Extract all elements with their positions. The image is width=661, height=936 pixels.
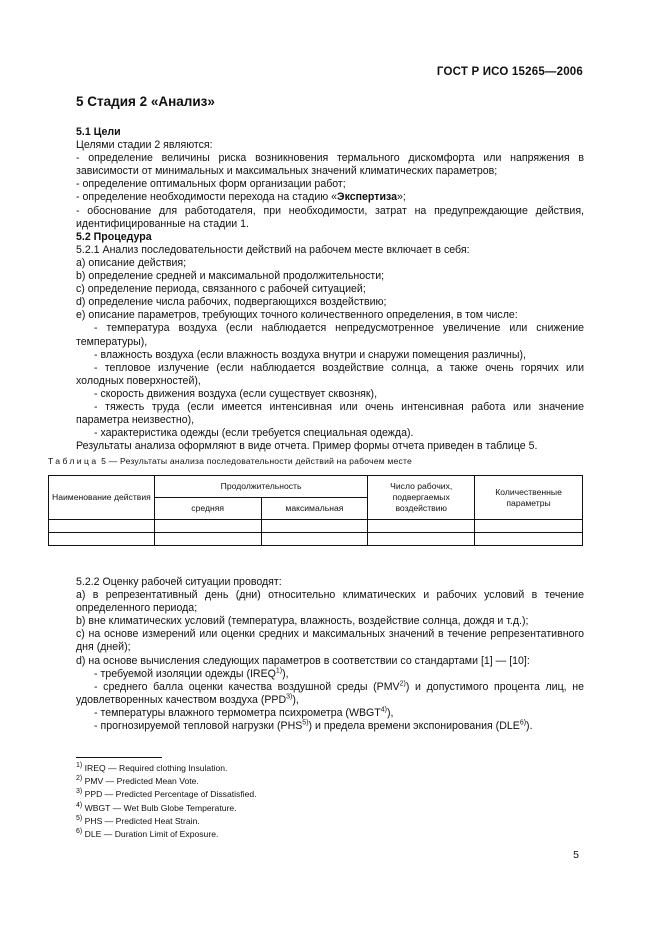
calc-item: - требуемой изоляции одежды (IREQ$^{1)}$), — [94, 667, 289, 680]
footnote-ref[interactable]: 5) — [302, 719, 309, 727]
subsection-title-5-2: 5.2 Процедура — [76, 230, 152, 243]
footnote: $^{6)}$ DLE — Duration Limit of Exposure. — [76, 828, 219, 840]
header-duration-max: максимальная — [261, 498, 368, 520]
footnote: $^{1)}$ IREQ — Required clothing Insulation. — [76, 762, 228, 773]
goal-item — [76, 191, 584, 204]
footnote-ref[interactable]: 3) — [286, 693, 293, 701]
section-title: 5 Стадия 2 «Анализ» — [76, 94, 215, 109]
paragraph-5-2-2: 5.2.2 Оценку рабочей ситуации проводят: — [76, 576, 282, 588]
param-item: - скорость движения воздуха (если существует сквозняк), — [94, 387, 378, 400]
calc-item: - среднего балла оценки качества воздушной среды (PMV$^{2)}$) и допустимого процента лиц, не удовлетворенных качеством воздуха (PPD$^{3)}$), — [76, 680, 585, 706]
list-item: c) определение периода, связанного с рабочей ситуацией; — [76, 283, 366, 296]
footnote-ref[interactable]: 2) — [399, 680, 406, 688]
param-item: - характеристика одежды (если требуется специальная одежда). — [94, 427, 414, 440]
param-item: - тепловое излучение (если наблюдается воздействие солнца, а также очень горячих или холодных поверхностей), — [76, 361, 584, 387]
param-item: - тяжесть труда (если имеется интенсивная или очень интенсивная работа или значение параметра неизвестно), — [76, 400, 584, 427]
table-caption-word: Таблица — [48, 456, 99, 466]
list-item: e) описание параметров, требующих точного количественного определения, в том числе: — [76, 309, 518, 322]
list-item: b) определение средней и максимальной продолжительности; — [76, 270, 385, 283]
list-item: b) вне климатических условий (температура, влажность, воздействие солнца, дождя и т.д.); — [76, 615, 529, 628]
list-item: a) в репрезентативный день (дни) относительно климатических и рабочих условий в течение определенного периода; — [76, 589, 584, 615]
table-row — [49, 533, 583, 546]
goal-text: - определение необходимости перехода на стадию « — [76, 191, 338, 204]
calc-item: - температуры влажного термометра психрометра (WBGT$^{4)}$), — [94, 706, 394, 719]
footnote: $^{5)}$ PHS — Predicted Heat Strain. — [76, 814, 200, 826]
table-5 — [48, 475, 583, 546]
page-number: 5 — [573, 849, 579, 861]
footnote-ref[interactable]: 6) — [519, 719, 527, 727]
param-item: - влажность воздуха (если влажность воздуха внутри и снаружи помещения различны), — [94, 348, 526, 361]
footnote: $^{3)}$ PPD — Predicted Percentage of Dissatisfied. — [76, 788, 257, 800]
goal-item: - определение оптимальных форм организации работ; — [76, 178, 346, 191]
header-action-name: Наименование действия — [49, 476, 155, 520]
footnotes — [76, 762, 257, 841]
footnote-divider — [76, 757, 162, 758]
document-code: ГОСТ Р ИСО 15265—2006 — [436, 66, 583, 78]
list-item: d) определение числа рабочих, подвергающихся воздействию; — [76, 296, 387, 309]
table-caption — [48, 456, 412, 466]
header-duration-avg: средняя — [154, 498, 261, 520]
header-params: Количественные параметры — [475, 476, 583, 520]
section-body — [76, 126, 584, 453]
goal-item: - обоснование для работодателя, при необходимости, затрат на предупреждающие действия, идентифицированные на стадии 1. — [76, 204, 584, 230]
footnote-ref[interactable]: 4) — [380, 706, 387, 714]
section-body-5-2-2 — [76, 576, 584, 733]
table-caption-text: 5 — Результаты анализа последовательности действий на рабочем месте — [101, 456, 412, 466]
footnote: $^{4)}$ WBGT — Wet Bulb Globe Temperature. — [76, 801, 237, 813]
footnote: $^{2)}$ PMV — Predicted Mean Vote. — [76, 775, 199, 787]
paragraph-5-2-1: 5.2.1 Анализ последовательности действий на рабочем месте включает в себя: — [76, 243, 470, 256]
list-item: c) на основе измерений или оценки средних и максимальных значений в течение репрезентативного дня (дней); — [76, 628, 584, 654]
subsection-title-5-1: 5.1 Цели — [76, 126, 121, 138]
result-text: Результаты анализа оформляют в виде отчета. Пример формы отчета приведен в таблице 5. — [76, 440, 538, 453]
goal-item: - определение величины риска возникновения термального дискомфорта или напряжения в зависимости от минимальных и максимальных значений климатических параметров; — [76, 152, 584, 178]
stage-name: Экспертиза — [337, 191, 397, 204]
header-duration: Продолжительность — [154, 476, 368, 498]
calc-item: - прогнозируемой тепловой нагрузки (PHS$^{5)}$) и предела времени экспонирования (DLE$^{6)}$). — [94, 719, 533, 733]
goals-intro: Целями стадии 2 являются: — [76, 139, 213, 152]
header-workers: Число рабочих, подвергаемых воздействию — [368, 476, 475, 520]
list-item: d) на основе вычисления следующих параметров в соответствии со стандартами [1] — [10]: — [76, 654, 530, 667]
list-item: a) описание действия; — [76, 256, 187, 269]
goal-text-end: »; — [396, 191, 406, 204]
footnote-ref[interactable]: 1) — [275, 667, 283, 675]
param-item: - температура воздуха (если наблюдается непредусмотренное увеличение или снижение температуры), — [76, 322, 584, 348]
table-row — [49, 520, 583, 533]
